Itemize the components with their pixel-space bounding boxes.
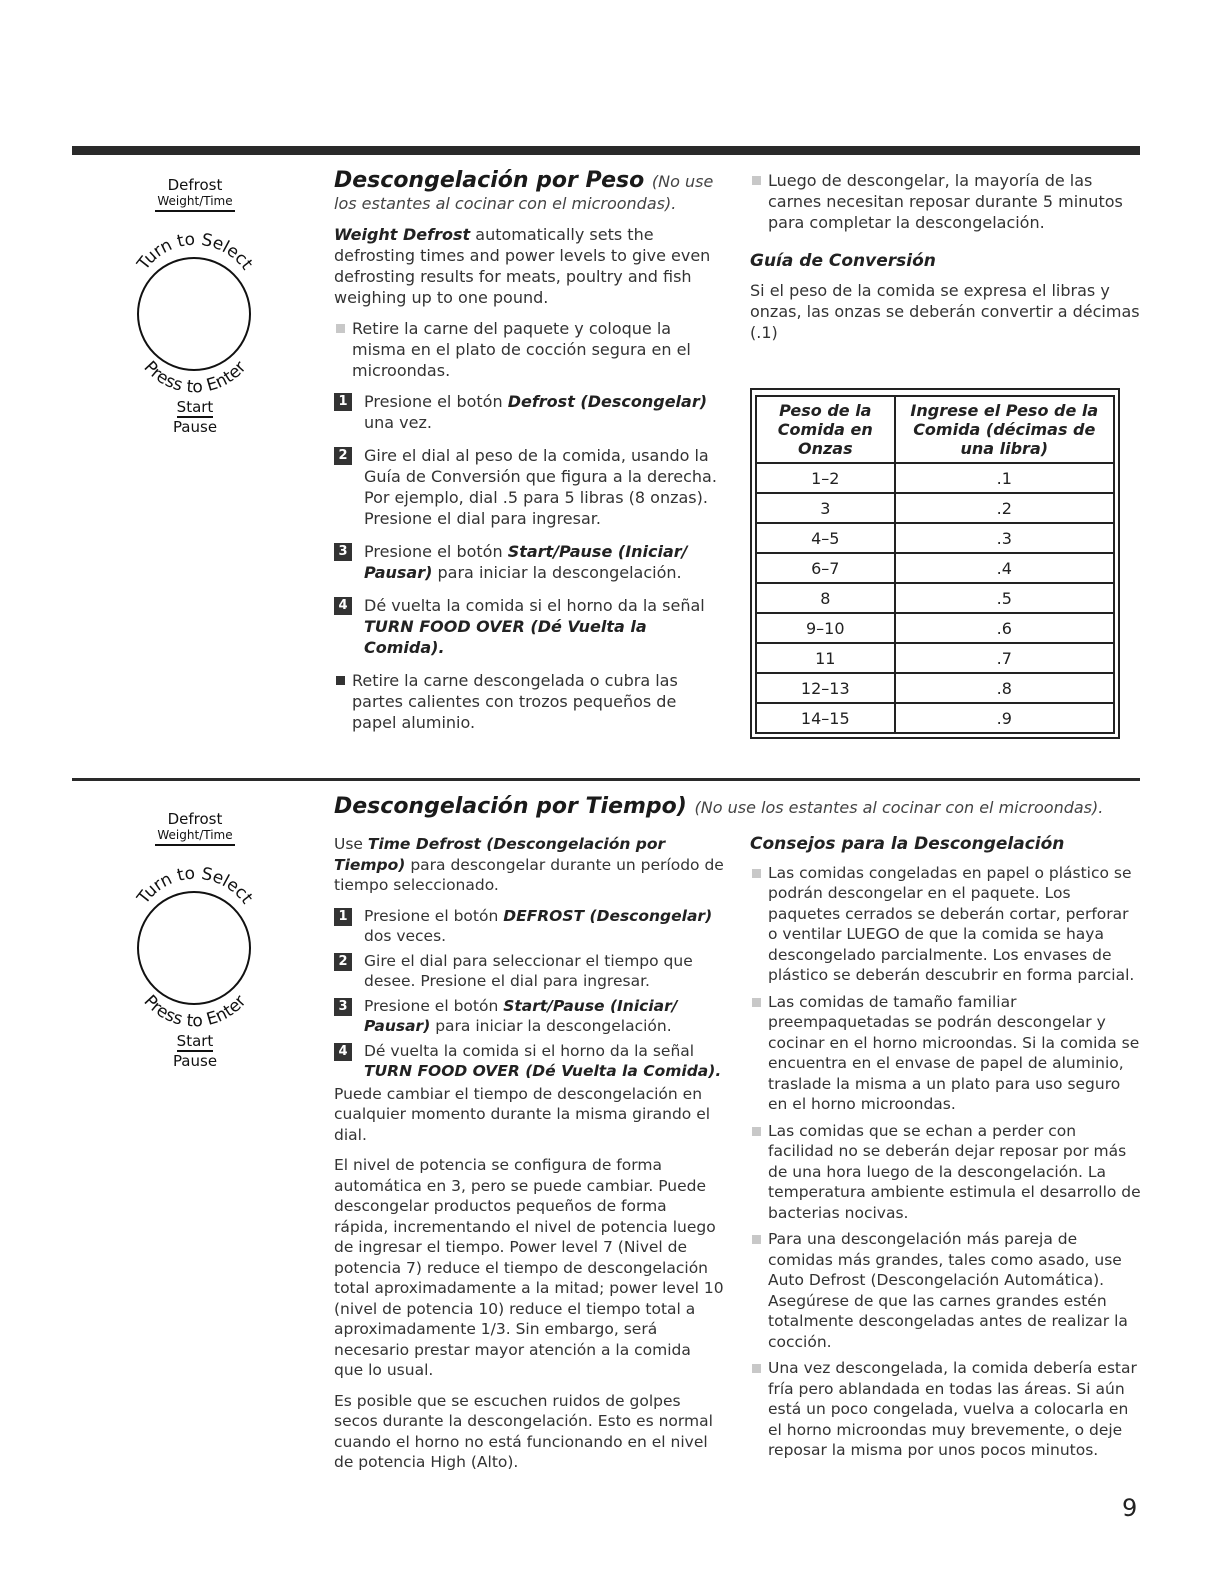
table-row: 3 .2 <box>756 493 1114 523</box>
step-4: 4 Dé vuelta la comida si el horno da la señal TURN FOOD OVER (Dé Vuelta la Comida). <box>334 1041 724 1082</box>
list-item: Una vez descongelada, la comida debería estar fría pero ablandada en todas las áreas. Si aún está un poco congelada, vuelva a colocarla en el horno microondas muy brevemente, o deje reposar la misma por unos pocos minutos. <box>750 1358 1142 1461</box>
conversion-table <box>755 395 1115 734</box>
control-panel-weight <box>110 148 280 436</box>
start-label: Start <box>176 1032 214 1050</box>
list-item: Las comidas congeladas en papel o plástico se podrán descongelar en el paquete. Los paquetes cerrados se deberán cortar, perforar o ventilar LUEGO de que la comida se haya descongelado parcialmente. Los envases de plástico se deberán descubrir en forma parcial. <box>750 863 1142 986</box>
step-3: 3 Presione el botón Start/Pause (Iniciar/ Pausar) para iniciar la descongelación. <box>334 541 724 583</box>
press-to-enter-label: Press to Enter <box>139 991 251 1028</box>
time-defrost-para-3: Es posible que se escuchen ruidos de golpes secos durante la descongelación. Esto es normal cuando el horno no está funcionando en el nivel de potencia High (Alto). <box>334 1391 713 1471</box>
step-3: 3 Presione el botón Start/Pause (Iniciar/ Pausar) para iniciar la descongelación. <box>334 996 724 1037</box>
section-divider <box>72 778 1140 781</box>
table-row: 6–7 .4 <box>756 553 1114 583</box>
conversion-table-frame <box>750 388 1120 739</box>
start-label: Start <box>176 398 214 416</box>
step-1: 1 Presione el botón Defrost (Descongelar) una vez. <box>334 391 724 433</box>
weight-time-label: Weight/Time <box>110 194 280 208</box>
table-row: 1–2 .1 <box>756 463 1114 493</box>
weight-defrost-right-column <box>750 170 1140 353</box>
table-header-tenths: Ingrese el Peso de la Comida (décimas de una libra) <box>895 396 1114 463</box>
defrost-tips-column <box>750 834 1142 1467</box>
table-row: 12–13 .8 <box>756 673 1114 703</box>
defrost-label: Defrost <box>167 810 223 828</box>
turn-to-select-label: Turn to Select <box>133 229 257 274</box>
time-defrost-header <box>334 796 1134 818</box>
time-defrost-para-1: Puede cambiar el tiempo de descongelación en cualquier momento durante la misma girando el dial. <box>334 1084 711 1144</box>
conversion-guide-title: Guía de Conversión <box>750 251 936 271</box>
table-row: 8 .5 <box>756 583 1114 613</box>
dial-icon[interactable] <box>110 848 280 1028</box>
step-2: 2 Gire el dial al peso de la comida, usando la Guía de Conversión que figura a la derecha. Por ejemplo, dial .5 para 5 libras (8 onzas). Presione el dial para ingresar. <box>334 445 724 529</box>
time-defrost-intro: Use Time Defrost (Descongelación por Tiempo) para descongelar durante un período de tiempo seleccionado. <box>334 835 724 894</box>
list-item: Retire la carne del paquete y coloque la misma en el plato de cocción segura en el microondas. <box>334 318 724 381</box>
weight-defrost-intro: Weight Defrost automatically sets the defrosting times and power levels to give even defrosting results for meats, poultry and fish weighing up to one pound. <box>334 225 711 307</box>
table-row: 11 .7 <box>756 643 1114 673</box>
defrost-label: Defrost <box>167 176 223 194</box>
time-defrost-para-2: El nivel de potencia se configura de forma automática en 3, pero se puede cambiar. Puede descongelar productos pequeños de forma rápida, incrementando el nivel de potencia luego de ingresar el tiempo. Power level 7 (Nivel de potencia 7) reduce el tiempo de descongelación total aproximadamente a la mitad; power level 10 (nivel de potencia 10) reduce el tiempo total a aproximadamente 1/3. Sin embargo, será necesario prestar mayor atención a la comida que lo usual. <box>334 1156 724 1379</box>
control-panel-time <box>110 782 280 1070</box>
weight-defrost-title: Descongelación por Peso (No use los estantes al cocinar con el microondas). <box>334 168 714 213</box>
weight-time-label: Weight/Time <box>110 828 280 842</box>
table-header-ounces: Peso de la Comida en Onzas <box>756 396 895 463</box>
weight-defrost-column <box>334 170 724 743</box>
time-defrost-column <box>334 834 724 1483</box>
table-row: 14–15 .9 <box>756 703 1114 733</box>
pause-label: Pause <box>172 1052 218 1070</box>
press-to-enter-label: Press to Enter <box>139 357 251 394</box>
pause-label: Pause <box>172 418 218 436</box>
list-item: Las comidas de tamaño familiar preempaquetadas se podrán descongelar y cocinar en el horno microondas. Si la comida se encuentra en el envase de papel de aluminio, traslade la misma a un plato para uso seguro en el horno microondas. <box>750 992 1142 1115</box>
table-row: 9–10 .6 <box>756 613 1114 643</box>
list-item: Las comidas que se echan a perder con facilidad no se deberán dejar reposar por más de una hora luego de la descongelación. La temperatura ambiente estimula el desarrollo de bacterias nocivas. <box>750 1121 1142 1224</box>
list-item: Para una descongelación más pareja de comidas más grandes, tales como asado, use Auto Defrost (Descongelación Automática). Asegúrese de que las carnes grandes estén totalmente descongeladas antes de realizar la cocción. <box>750 1229 1142 1352</box>
step-1: 1 Presione el botón DEFROST (Descongelar) dos veces. <box>334 906 724 947</box>
table-row: 4–5 .3 <box>756 523 1114 553</box>
page-number: 9 <box>1122 1494 1138 1522</box>
list-item: Retire la carne descongelada o cubra las partes calientes con trozos pequeños de papel aluminio. <box>334 670 724 733</box>
time-defrost-title: Descongelación por Tiempo) (No use los estantes al cocinar con el microondas). <box>334 794 1104 819</box>
step-2: 2 Gire el dial para seleccionar el tiempo que desee. Presione el dial para ingresar. <box>334 951 724 992</box>
list-item: Luego de descongelar, la mayoría de las carnes necesitan reposar durante 5 minutos para completar la descongelación. <box>750 170 1140 233</box>
defrost-tips-title: Consejos para la Descongelación <box>750 834 1065 854</box>
conversion-guide-text: Si el peso de la comida se expresa el libras y onzas, las onzas se deberán convertir a décimas (.1) <box>750 281 1140 342</box>
step-4: 4 Dé vuelta la comida si el horno da la señal TURN FOOD OVER (Dé Vuelta la Comida). <box>334 595 724 658</box>
dial-icon[interactable] <box>110 214 280 394</box>
turn-to-select-label: Turn to Select <box>133 863 257 908</box>
